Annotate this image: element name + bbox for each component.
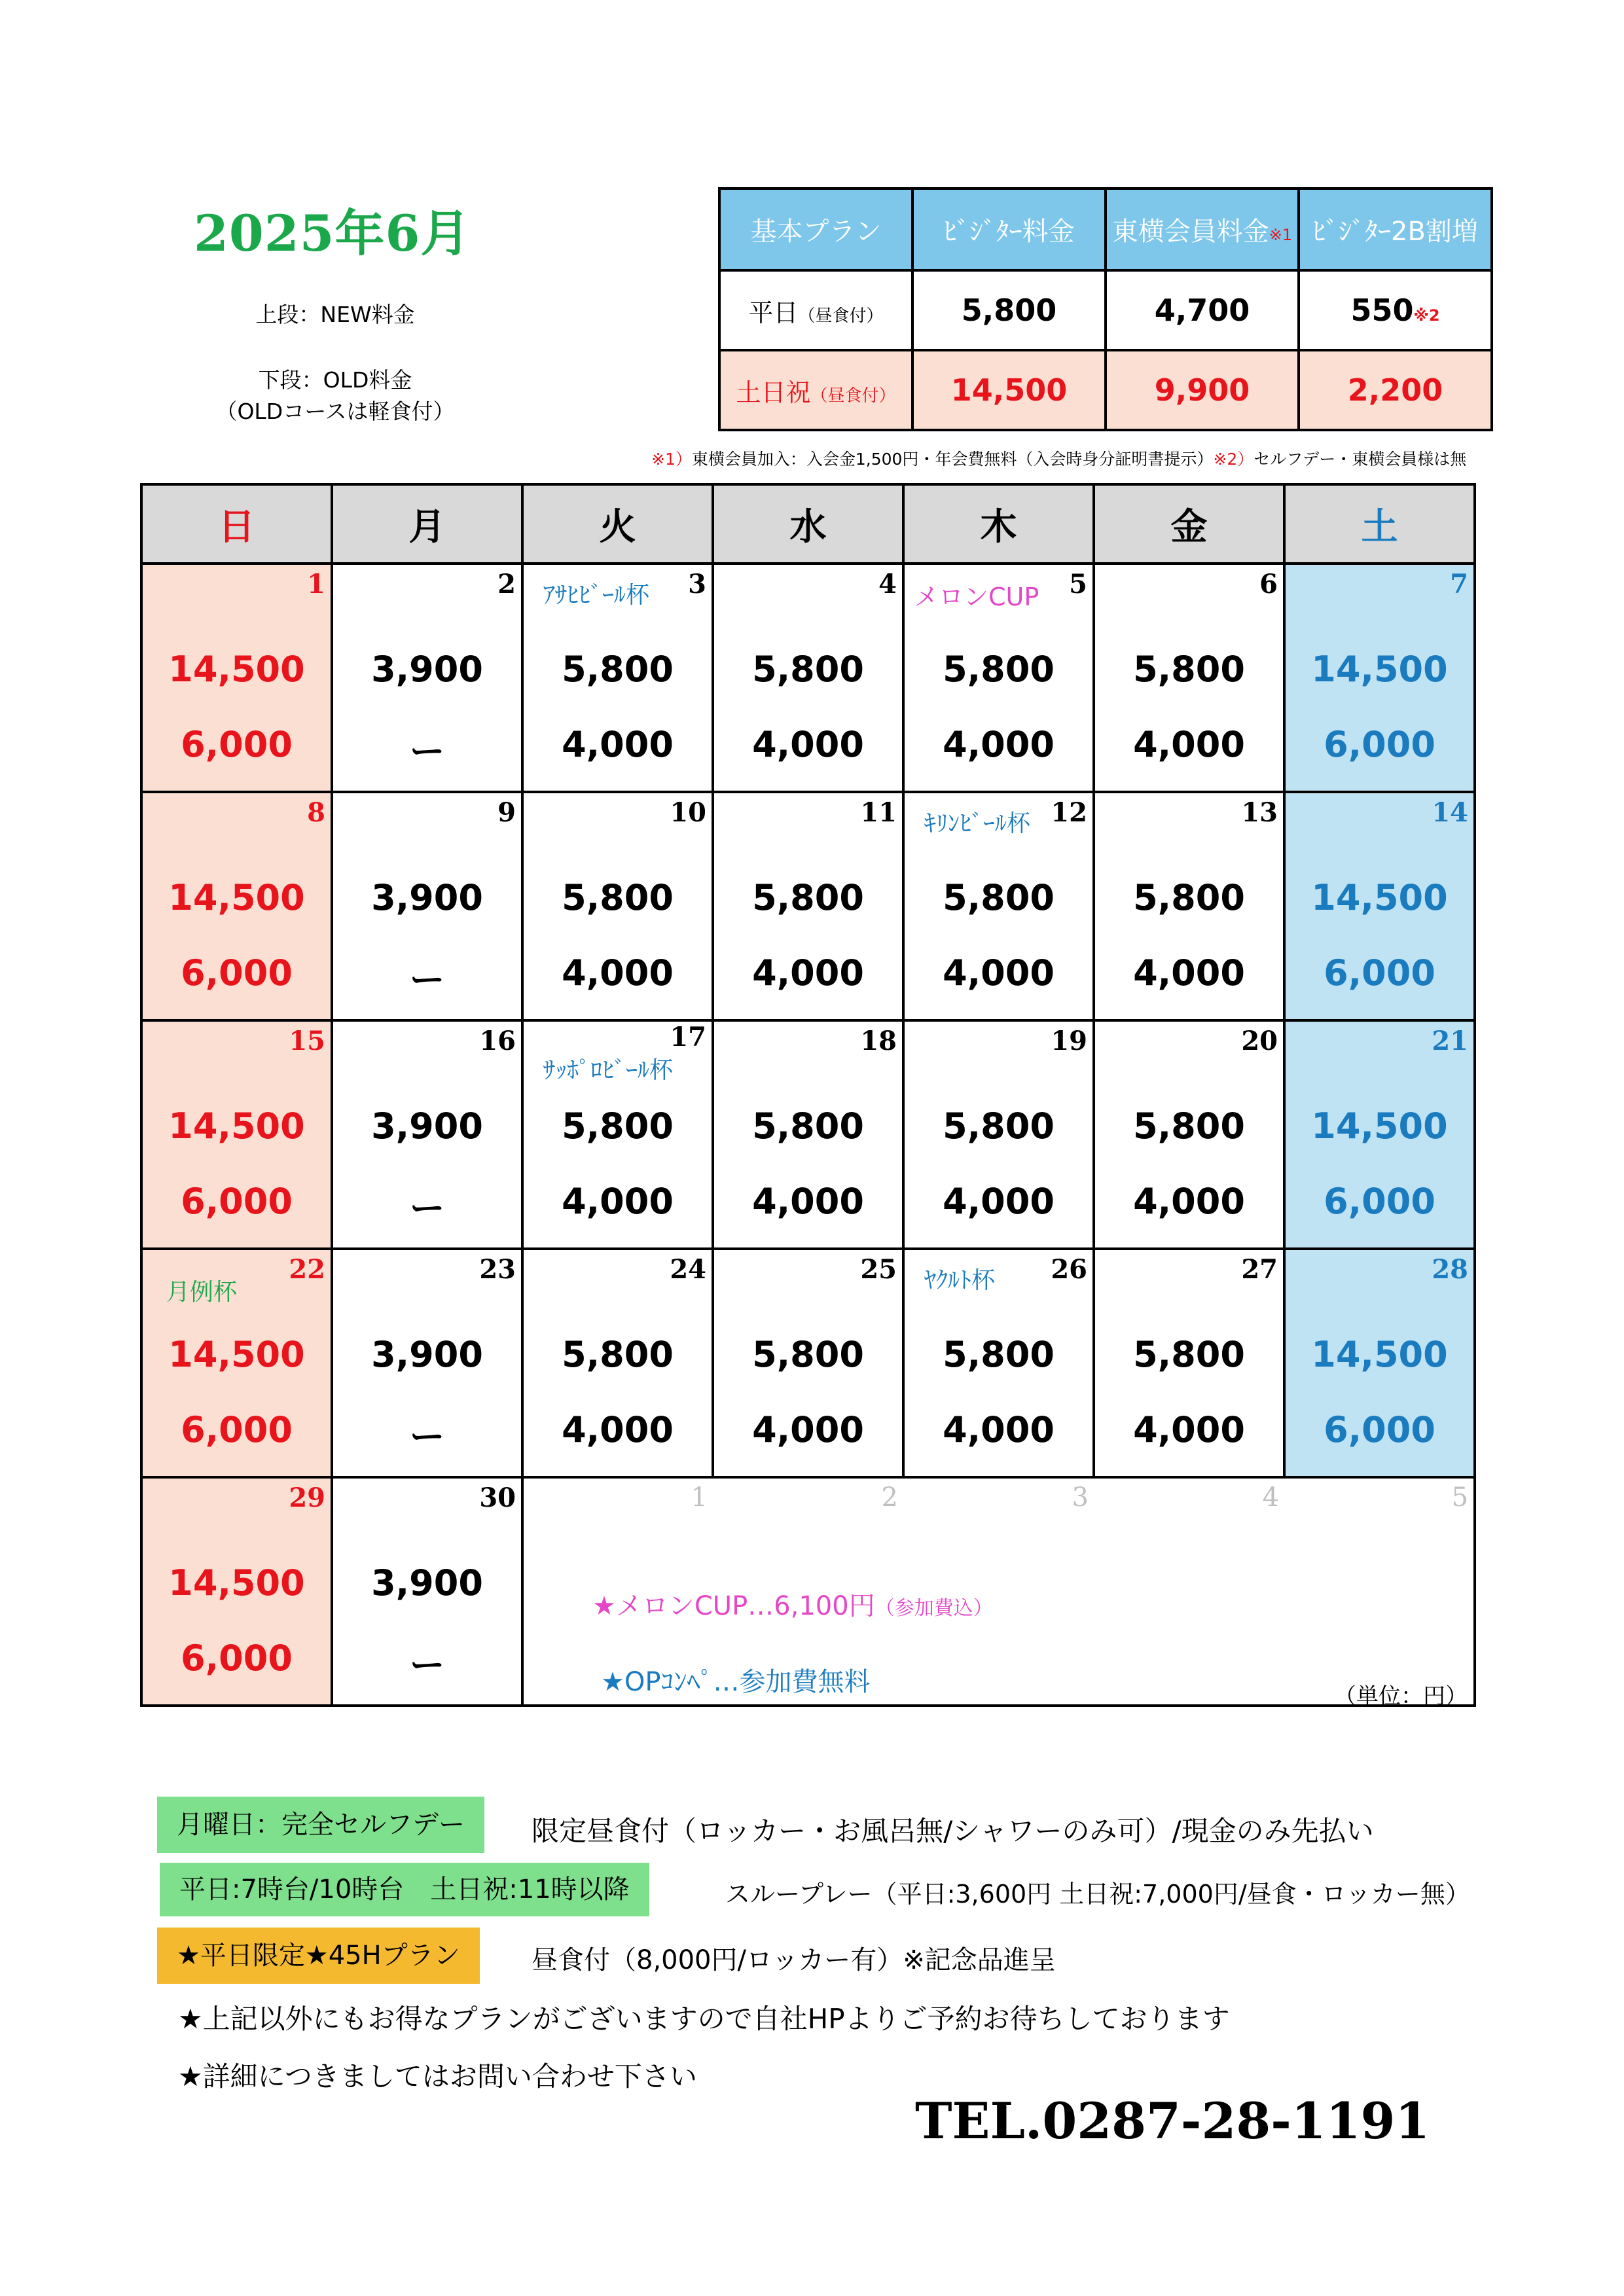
calendar-week-row <box>141 1020 1475 1249</box>
old-price: 4,000 <box>752 1409 864 1450</box>
weekday-header-4: 木 <box>903 484 1094 564</box>
plan-header-member-label: 東横会員料金 <box>1111 217 1269 247</box>
weekday-visitor-price: 5,800 <box>912 270 1106 350</box>
weekday-label-sub: （昼食付） <box>798 306 884 326</box>
plan-footnote <box>651 446 1466 470</box>
old-price: 4,000 <box>943 1181 1055 1222</box>
new-price: 5,800 <box>562 649 674 690</box>
calendar-day-cell <box>903 792 1094 1020</box>
weekend-label-sub: （昼食付） <box>810 386 896 406</box>
old-price: 4,000 <box>752 952 864 994</box>
day-number: 19 <box>1051 1026 1087 1056</box>
calendar-day-cell <box>141 564 332 792</box>
day-number: 4 <box>1262 1482 1279 1513</box>
new-price: 5,800 <box>752 649 864 690</box>
old-price: 4,000 <box>562 952 674 994</box>
calendar-day-cell <box>713 564 903 792</box>
calendar-day-cell <box>713 1020 903 1249</box>
day-number: 29 <box>289 1482 325 1513</box>
new-price: 14,500 <box>1311 877 1448 918</box>
day-number: 20 <box>1241 1026 1278 1056</box>
calendar-day-cell <box>1284 1477 1475 1706</box>
weekday-header-3: 水 <box>713 484 903 564</box>
weekday-header-6: 土 <box>1284 484 1475 564</box>
new-price: 14,500 <box>1311 649 1448 690</box>
calendar-day-cell <box>141 792 332 1020</box>
new-price: 5,800 <box>1133 1105 1245 1147</box>
weekend-surcharge: 2,200 <box>1299 350 1492 430</box>
calendar-day-cell <box>1284 564 1475 792</box>
new-price: 14,500 <box>168 1334 305 1375</box>
plan-header-basic: 基本プラン <box>719 188 912 270</box>
monday-self-tag: 月曜日：完全セルフデー <box>157 1797 484 1853</box>
old-price: ー <box>409 960 445 1001</box>
through-play-text: スループレー（平日:3,600円 土日祝:7,000円/昼食・ロッカー無） <box>725 1880 1470 1909</box>
calendar <box>140 483 1476 1707</box>
calendar-day-cell <box>332 1020 522 1249</box>
melon-cup-note <box>592 1585 993 1623</box>
calendar-day-cell <box>522 1020 713 1249</box>
old-price: 6,000 <box>1324 1181 1435 1222</box>
old-price: 4,000 <box>752 1181 864 1222</box>
calendar-day-cell <box>332 792 522 1020</box>
plan-header-row <box>719 188 1492 270</box>
footnote-mark-2: ※2） <box>1213 450 1254 469</box>
new-price: 14,500 <box>168 1105 305 1147</box>
new-price: 14,500 <box>168 877 305 918</box>
weekday-surcharge-value: 550 <box>1350 293 1414 328</box>
calendar-day-cell <box>522 1249 713 1477</box>
day-number: 5 <box>1069 569 1087 600</box>
new-price: 5,800 <box>943 1334 1055 1375</box>
calendar-day-cell <box>1094 792 1284 1020</box>
old-price: 6,000 <box>181 1409 293 1450</box>
weekday-label-text: 平日 <box>748 298 799 327</box>
through-play-tag: 平日:7時台/10時台 土日祝:11時以降 <box>160 1863 649 1916</box>
day-number: 6 <box>1259 569 1278 600</box>
plan-header-visitor: ﾋﾞｼﾞﾀｰ料金 <box>912 188 1106 270</box>
melon-cup-note-sub: （参加費込） <box>875 1597 993 1620</box>
new-price: 14,500 <box>1311 1105 1448 1147</box>
weekday-header-0: 日 <box>141 484 332 564</box>
old-price: 4,000 <box>943 1409 1055 1450</box>
old-price: 4,000 <box>562 1181 674 1222</box>
calendar-day-cell <box>1284 792 1475 1020</box>
calendar-day-cell <box>713 1249 903 1477</box>
old-price: 4,000 <box>562 1409 674 1450</box>
calendar-day-cell <box>1094 1020 1284 1249</box>
calendar-day-cell <box>1284 1249 1475 1477</box>
new-price: 3,900 <box>371 1562 483 1604</box>
new-price: 5,800 <box>752 877 864 918</box>
inquiry-note: ★詳細につきましてはお問い合わせ下さい <box>178 2060 697 2092</box>
calendar-day-cell <box>903 1249 1094 1477</box>
melon-cup-note-main: ★メロンCUP…6,100円 <box>592 1591 875 1621</box>
member-footnote-mark: ※1 <box>1269 226 1293 244</box>
weekday-header-5: 金 <box>1094 484 1284 564</box>
day-number: 18 <box>860 1026 897 1056</box>
new-price: 5,800 <box>752 1334 864 1375</box>
event-label: ｷﾘﾝﾋﾞｰﾙ杯 <box>924 810 1031 837</box>
weekday-surcharge <box>1299 270 1492 350</box>
plan45-text: 昼食付（8,000円/ロッカー有）※記念品進呈 <box>532 1945 1056 1975</box>
calendar-day-cell <box>1284 1020 1475 1249</box>
day-number: 12 <box>1051 797 1087 828</box>
event-label: 月例杯 <box>166 1279 238 1306</box>
weekday-member-price: 4,700 <box>1106 270 1299 350</box>
new-price: 3,900 <box>371 877 483 918</box>
weekday-header-1: 月 <box>332 484 522 564</box>
event-label: ﾔｸﾙﾄ杯 <box>924 1267 996 1294</box>
day-number: 1 <box>691 1482 708 1513</box>
day-number: 28 <box>1432 1254 1468 1285</box>
old-price: 4,000 <box>752 724 864 765</box>
day-number: 5 <box>1451 1482 1468 1513</box>
calendar-day-cell <box>332 1249 522 1477</box>
weekday-header-2: 火 <box>522 484 713 564</box>
weekend-label <box>719 350 912 430</box>
calendar-day-cell <box>1094 564 1284 792</box>
calendar-day-cell <box>522 792 713 1020</box>
day-number: 2 <box>881 1482 898 1513</box>
new-price: 14,500 <box>168 1562 305 1604</box>
new-price: 3,900 <box>371 1105 483 1147</box>
calendar-day-cell <box>713 792 903 1020</box>
phone-number: TEL.0287-28-1191 <box>915 2092 1430 2150</box>
plan-weekday-row <box>719 270 1492 350</box>
new-price: 5,800 <box>1133 649 1245 690</box>
day-number: 22 <box>289 1254 325 1285</box>
calendar-day-cell <box>1094 1477 1284 1706</box>
old-price: ー <box>409 1645 445 1686</box>
footnote-mark-1: ※1） <box>651 450 692 469</box>
new-price: 5,800 <box>1133 1334 1245 1375</box>
new-price: 5,800 <box>562 1105 674 1147</box>
day-number: 8 <box>307 797 325 828</box>
plan45-tag: ★平日限定★45Hプラン <box>157 1928 480 1984</box>
old-price: 4,000 <box>1133 724 1245 765</box>
old-price: 4,000 <box>943 724 1055 765</box>
old-price: 4,000 <box>562 724 674 765</box>
calendar-week-row <box>141 792 1475 1020</box>
old-price: 6,000 <box>1324 1409 1435 1450</box>
new-price: 5,800 <box>943 1105 1055 1147</box>
new-price: 5,800 <box>943 877 1055 918</box>
day-number: 9 <box>497 797 516 828</box>
day-number: 15 <box>289 1026 325 1056</box>
note-upper: 上段：NEW料金 <box>255 302 415 327</box>
footnote-text-1: 東横会員加入：入会金1,500円・年会費無料（入会時身分証明書提示） <box>691 450 1214 469</box>
day-number: 26 <box>1051 1254 1087 1285</box>
old-price: 4,000 <box>1133 952 1245 994</box>
old-price: 6,000 <box>181 1638 293 1679</box>
day-number: 16 <box>479 1026 516 1056</box>
plan-header-surcharge: ﾋﾞｼﾞﾀｰ2B割増 <box>1299 188 1492 270</box>
day-number: 17 <box>670 1022 706 1052</box>
calendar-day-cell <box>332 1477 522 1706</box>
new-price: 5,800 <box>943 649 1055 690</box>
calendar-week-row <box>141 1249 1475 1477</box>
weekend-label-text: 土日祝 <box>736 378 811 407</box>
day-number: 25 <box>860 1254 897 1285</box>
old-price: 6,000 <box>181 724 293 765</box>
old-price: 6,000 <box>181 1181 293 1222</box>
old-price: ー <box>409 1188 445 1229</box>
footnote-text-2: セルフデー・東横会員様は無 <box>1254 450 1467 469</box>
day-number: 30 <box>479 1482 516 1513</box>
monday-self-text: 限定昼食付（ロッカー・お風呂無/シャワーのみ可）/現金のみ先払い <box>532 1815 1374 1847</box>
day-number: 27 <box>1241 1254 1278 1285</box>
old-price: 6,000 <box>181 952 293 994</box>
old-price: 4,000 <box>1133 1181 1245 1222</box>
note-lower: 下段：OLD料金 <box>258 367 412 393</box>
other-plans-note: ★上記以外にもお得なプランがございますので自社HPよりご予約お待ちしております <box>178 2003 1230 2035</box>
event-label: メロンCUP <box>914 583 1039 611</box>
day-number: 13 <box>1241 797 1278 828</box>
old-price: 6,000 <box>1324 952 1435 994</box>
plan-header-member <box>1106 188 1299 270</box>
event-label: ｱｻﾋﾋﾞｰﾙ杯 <box>543 582 650 609</box>
new-price: 14,500 <box>168 649 305 690</box>
day-number: 23 <box>479 1254 516 1285</box>
old-price: 6,000 <box>1324 724 1435 765</box>
day-number: 3 <box>1072 1482 1089 1513</box>
new-price: 5,800 <box>562 877 674 918</box>
weekday-label <box>719 270 912 350</box>
new-price: 14,500 <box>1311 1334 1448 1375</box>
calendar-day-cell <box>332 564 522 792</box>
new-price: 5,800 <box>562 1334 674 1375</box>
calendar-day-cell <box>141 1477 332 1706</box>
day-number: 2 <box>497 569 516 600</box>
event-label: ｻｯﾎﾟﾛﾋﾞｰﾙ杯 <box>543 1057 674 1084</box>
calendar-day-cell <box>903 564 1094 792</box>
new-price: 5,800 <box>1133 877 1245 918</box>
op-compe-note: ★OPｺﾝﾍﾟ…参加費無料 <box>601 1667 871 1697</box>
old-price: ー <box>409 731 445 772</box>
day-number: 1 <box>307 569 325 600</box>
plan-table <box>718 187 1493 431</box>
day-number: 4 <box>878 569 897 600</box>
new-price: 3,900 <box>371 1334 483 1375</box>
old-price: ー <box>409 1416 445 1458</box>
weekend-visitor-price: 14,500 <box>912 350 1106 430</box>
day-number: 14 <box>1432 797 1468 828</box>
calendar-day-cell <box>522 564 713 792</box>
day-number: 21 <box>1432 1026 1468 1056</box>
note-lower-sub: （OLDコースは軽食付） <box>215 399 455 424</box>
day-number: 7 <box>1450 569 1468 600</box>
weekend-member-price: 9,900 <box>1106 350 1299 430</box>
weekday-header-row <box>141 484 1475 564</box>
surcharge-footnote-mark: ※2 <box>1413 306 1440 325</box>
unit-label: （単位：円） <box>1334 1683 1468 1710</box>
old-price: 4,000 <box>943 952 1055 994</box>
day-number: 10 <box>670 797 706 828</box>
page-title: 2025年6月 <box>194 204 471 262</box>
calendar-week-row <box>141 564 1475 792</box>
plan-weekend-row <box>719 350 1492 430</box>
day-number: 24 <box>670 1254 706 1285</box>
calendar-day-cell <box>1094 1249 1284 1477</box>
day-number: 11 <box>860 797 897 828</box>
old-price: 4,000 <box>1133 1409 1245 1450</box>
new-price: 5,800 <box>752 1105 864 1147</box>
day-number: 3 <box>688 569 706 600</box>
calendar-day-cell <box>903 1020 1094 1249</box>
new-price: 3,900 <box>371 649 483 690</box>
calendar-day-cell <box>141 1020 332 1249</box>
calendar-day-cell <box>141 1249 332 1477</box>
